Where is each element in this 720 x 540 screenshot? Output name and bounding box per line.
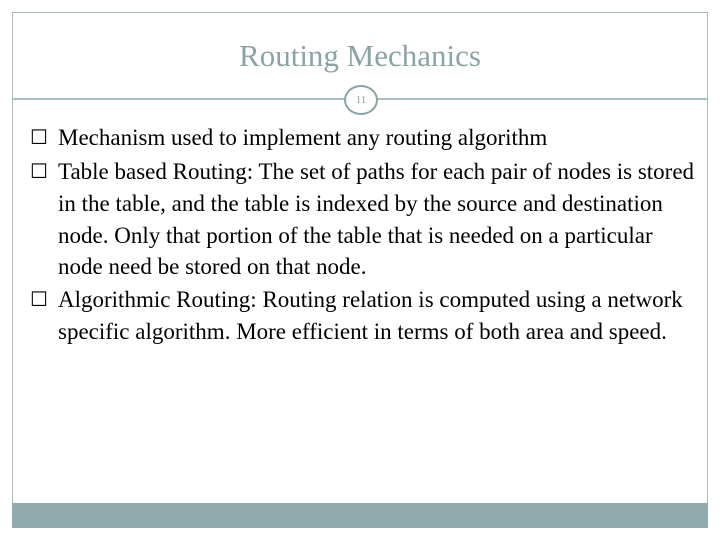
bullet-text: Mechanism used to implement any routing algorithm: [58, 125, 548, 150]
bullet-box-icon: ☐: [30, 127, 48, 149]
bullet-box-icon: ☐: [30, 160, 48, 183]
page-number-badge: 11: [344, 85, 378, 115]
slide-title: Routing Mechanics: [239, 38, 481, 73]
footer-bar: [12, 503, 708, 528]
bullet-item: [30, 284, 700, 348]
bullet-item: [30, 122, 700, 155]
bullet-item: [30, 156, 700, 283]
bullet-box-icon: ☐: [30, 288, 48, 311]
bullet-text: Table based Routing: The set of paths for each pair of nodes is stored in the table, and the table is indexed by the source and destination node. Only that portion of the table that is needed on a particular node need be stored on that node.: [58, 158, 695, 279]
bullet-list: [30, 122, 700, 349]
bullet-text: Algorithmic Routing: Routing relation is computed using a network specific algorithm. More efficient in terms of both area and speed.: [58, 286, 683, 344]
